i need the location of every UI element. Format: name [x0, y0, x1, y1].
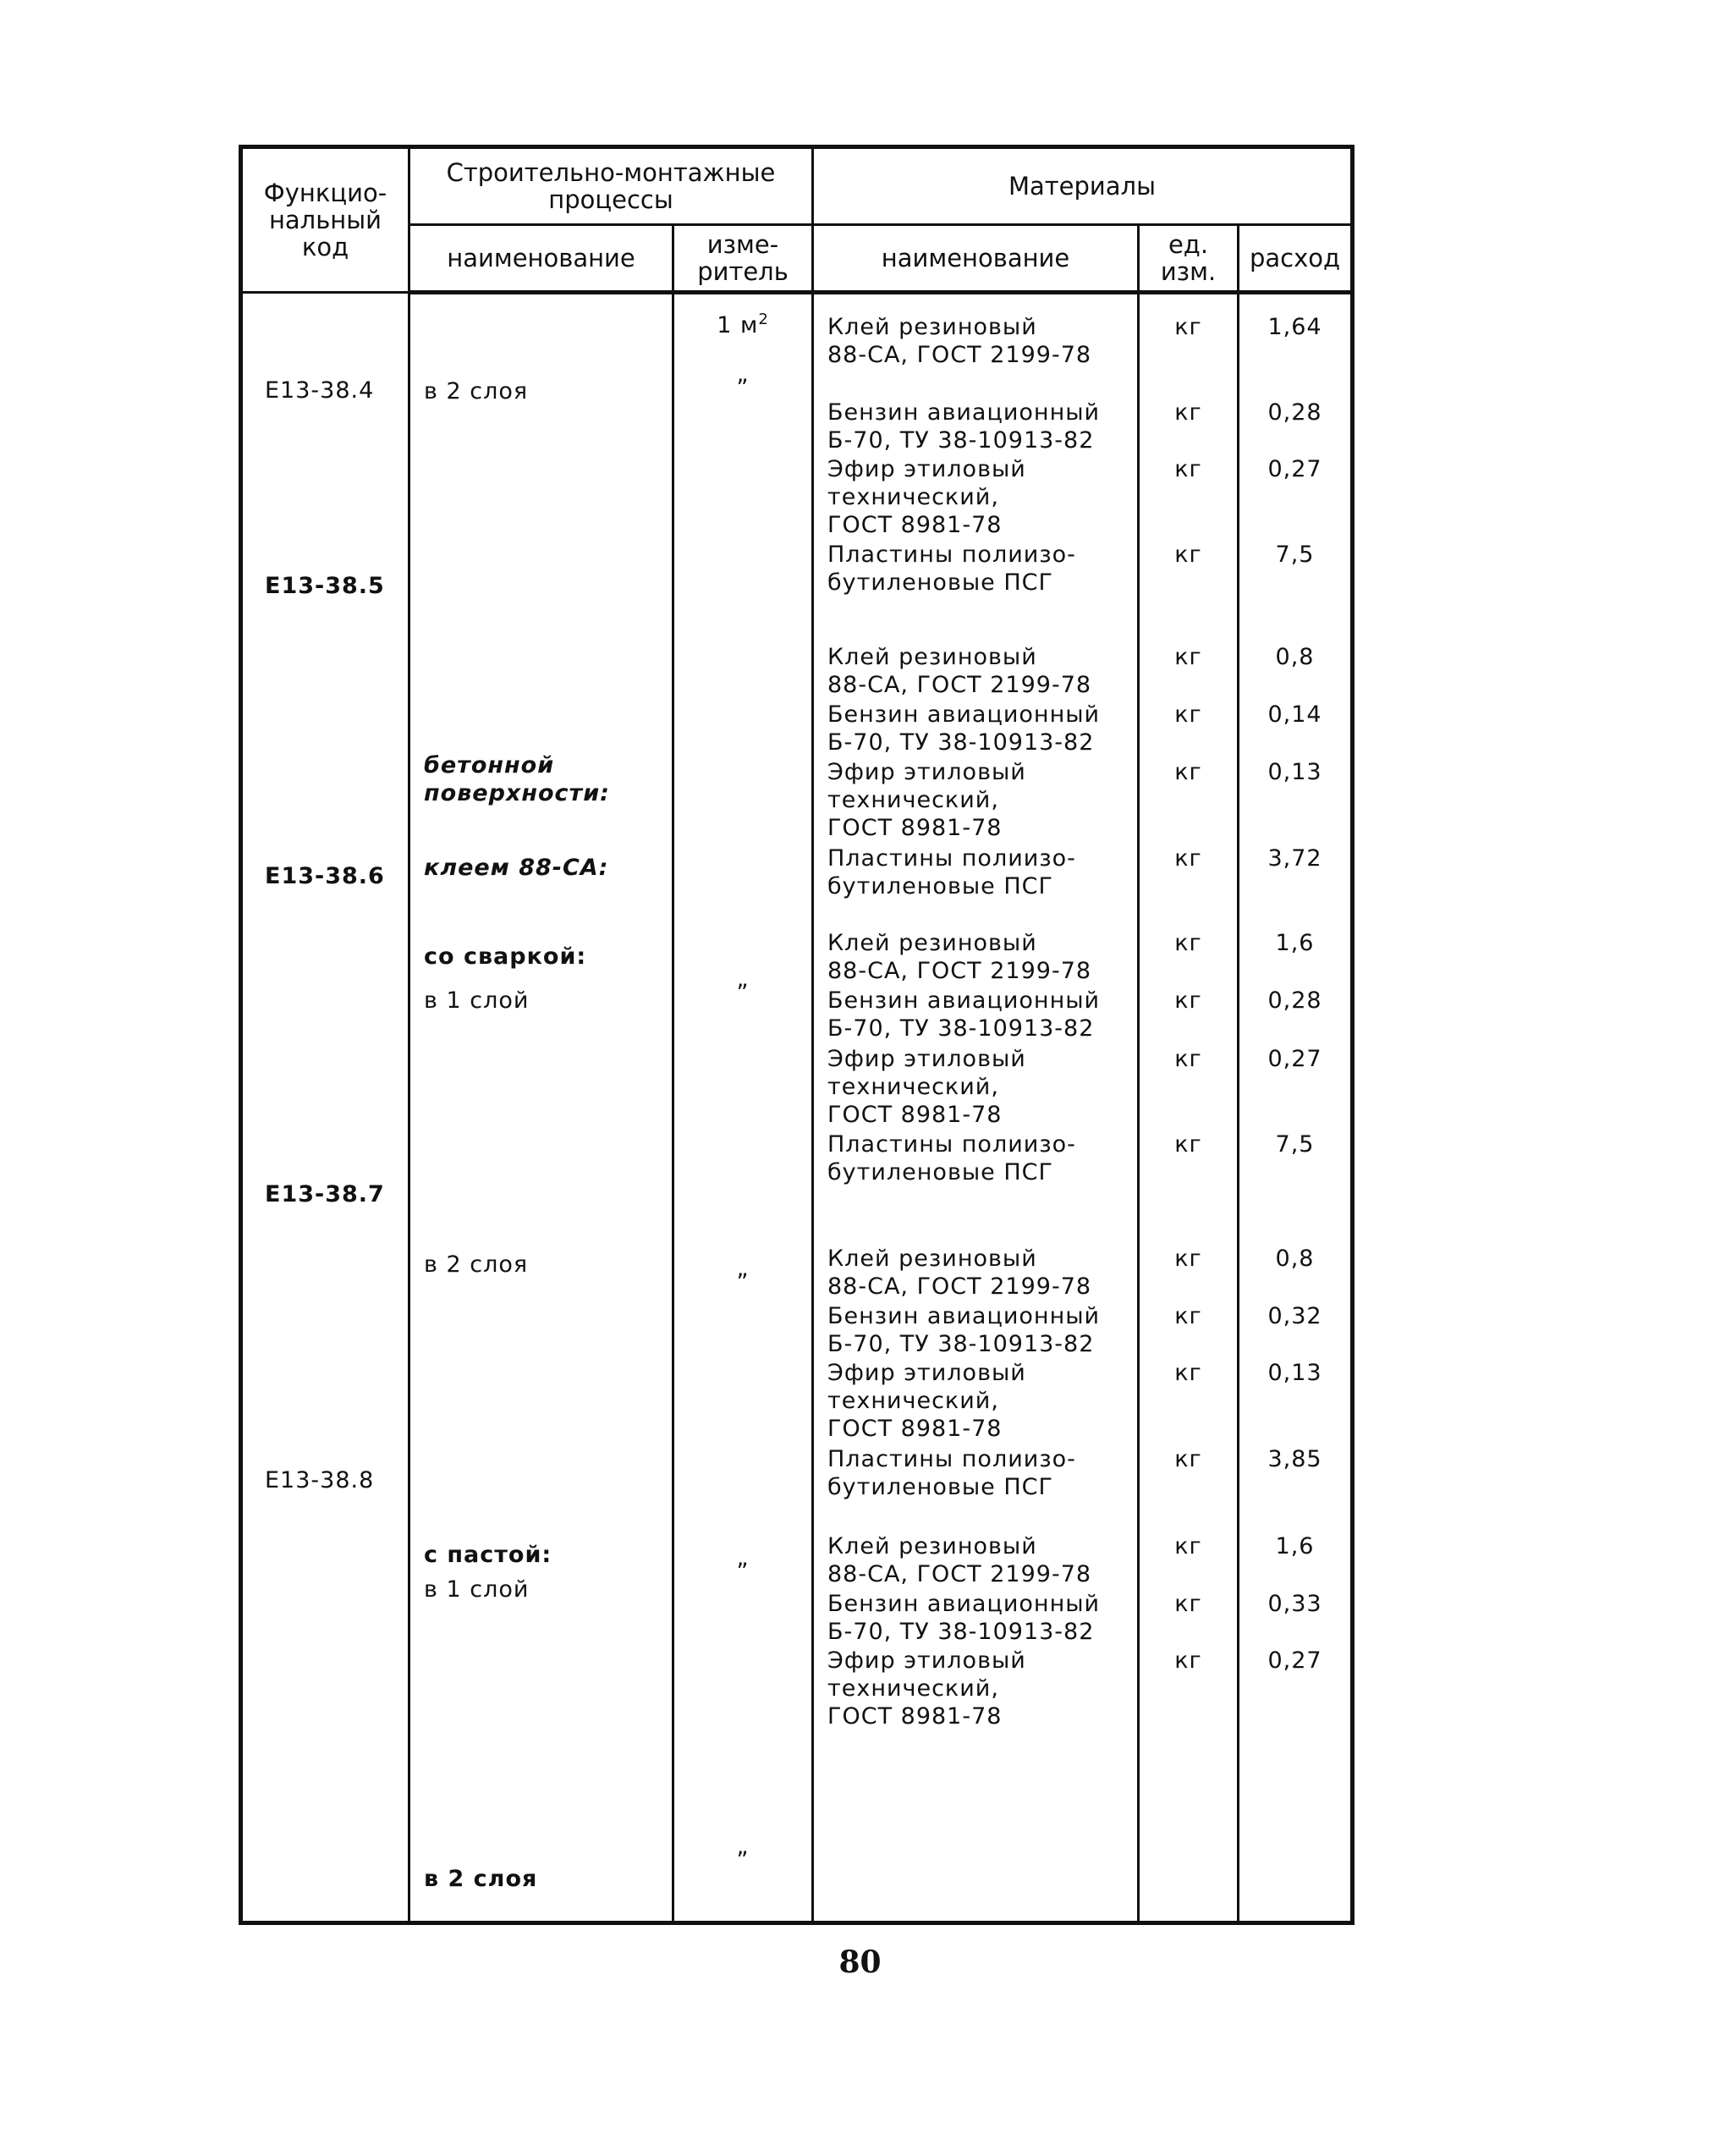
process-name: в 1 слой [424, 987, 530, 1014]
material-unit-column [1139, 293, 1239, 1923]
header-material-unit: ед. изм. [1139, 225, 1239, 293]
material-name: Пластины полиизо- бутиленовые ПСГ [827, 1446, 1076, 1500]
material-amount: 7,5 [1275, 1131, 1315, 1158]
header-process-name: наименование [409, 225, 673, 293]
material-name: Бензин авиационный Б-70, ТУ 38-10913-82 [827, 987, 1101, 1042]
material-name: Бензин авиационный Б-70, ТУ 38-10913-82 [827, 701, 1101, 756]
material-amount: 0,32 [1267, 1303, 1322, 1329]
functional-code: Е13-38.4 [265, 377, 375, 404]
norms-table [239, 145, 1355, 1925]
material-name: Эфир этиловый технический, ГОСТ 8981-78 [827, 1360, 1026, 1442]
material-amount: 0,8 [1275, 644, 1315, 670]
header-functional-code: Функцио- нальный код [241, 147, 409, 293]
process-name: со сваркой: [424, 943, 587, 970]
material-name: Пластины полиизо- бутиленовые ПСГ [827, 542, 1076, 596]
material-amount: 3,72 [1267, 845, 1322, 872]
material-amount: 0,13 [1267, 1360, 1322, 1386]
material-unit: кг [1174, 987, 1202, 1014]
material-unit: кг [1174, 542, 1202, 568]
material-unit: кг [1174, 1246, 1202, 1272]
material-unit: кг [1174, 1131, 1202, 1158]
material-name: Бензин авиационный Б-70, ТУ 38-10913-82 [827, 399, 1101, 454]
material-amount: 7,5 [1275, 542, 1315, 568]
ditto-mark: ” [736, 980, 750, 1006]
material-unit: кг [1174, 1446, 1202, 1472]
material-name-column [813, 293, 1139, 1923]
functional-code: Е13-38.5 [265, 573, 385, 599]
material-amount: 0,27 [1267, 1046, 1322, 1072]
material-amount: 0,28 [1267, 399, 1322, 426]
material-name: Клей резиновый 88-СА, ГОСТ 2199-78 [827, 930, 1092, 984]
process-name-column [409, 293, 673, 1923]
material-unit: кг [1174, 1647, 1202, 1674]
material-unit: кг [1174, 1303, 1202, 1329]
material-name: Пластины полиизо- бутиленовые ПСГ [827, 1131, 1076, 1185]
process-name: бетонной поверхности: [424, 752, 610, 806]
material-amount: 0,13 [1267, 759, 1322, 785]
header-materials-group: Материалы [813, 147, 1353, 225]
process-name: в 2 слоя [424, 1866, 538, 1892]
material-amount: 0,33 [1267, 1591, 1322, 1617]
material-unit: кг [1174, 1046, 1202, 1072]
header-material-name: наименование [813, 225, 1139, 293]
ditto-mark: ” [736, 1847, 750, 1873]
material-amount: 1,64 [1267, 314, 1322, 340]
page-number: 80 [838, 1944, 882, 1980]
code-column [241, 293, 409, 1923]
material-name: Эфир этиловый технический, ГОСТ 8981-78 [827, 759, 1026, 841]
material-name: Бензин авиационный Б-70, ТУ 38-10913-82 [827, 1303, 1101, 1357]
process-name: в 2 слоя [424, 378, 529, 404]
material-unit: кг [1174, 314, 1202, 340]
material-unit: кг [1174, 930, 1202, 956]
material-name: Клей резиновый 88-СА, ГОСТ 2199-78 [827, 1533, 1092, 1587]
material-amount-column [1239, 293, 1353, 1923]
material-unit: кг [1174, 399, 1202, 426]
header-processes-group: Строительно-монтажные процессы [409, 147, 813, 225]
material-unit: кг [1174, 456, 1202, 482]
functional-code: Е13-38.7 [265, 1181, 385, 1207]
material-amount: 0,8 [1275, 1246, 1315, 1272]
material-amount: 0,28 [1267, 987, 1322, 1014]
process-name: в 1 слой [424, 1576, 530, 1603]
material-name: Пластины полиизо- бутиленовые ПСГ [827, 845, 1076, 899]
material-amount: 0,27 [1267, 456, 1322, 482]
ditto-mark: ” [736, 1559, 750, 1585]
material-amount: 3,85 [1267, 1446, 1322, 1472]
material-name: Клей резиновый 88-СА, ГОСТ 2199-78 [827, 1246, 1092, 1300]
material-name: Эфир этиловый технический, ГОСТ 8981-78 [827, 1046, 1026, 1128]
material-unit: кг [1174, 759, 1202, 785]
material-name: Бензин авиационный Б-70, ТУ 38-10913-82 [827, 1591, 1101, 1645]
material-amount: 0,14 [1267, 701, 1322, 728]
material-amount: 1,6 [1275, 930, 1315, 956]
material-unit: кг [1174, 701, 1202, 728]
material-unit: кг [1174, 644, 1202, 670]
table-header [241, 147, 1353, 293]
process-meter-column [673, 293, 813, 1923]
process-name: в 2 слоя [424, 1251, 529, 1278]
material-unit: кг [1174, 1360, 1202, 1386]
table-body [241, 293, 1353, 1923]
material-amount: 0,27 [1267, 1647, 1322, 1674]
table-row [241, 293, 1353, 1923]
material-unit: кг [1174, 1591, 1202, 1617]
ditto-mark: ” [736, 1269, 750, 1295]
material-name: Клей резиновый 88-СА, ГОСТ 2199-78 [827, 644, 1092, 698]
material-amount: 1,6 [1275, 1533, 1315, 1559]
functional-code: Е13-38.8 [265, 1467, 375, 1493]
header-process-meter: изме- ритель [673, 225, 813, 293]
process-name: клеем 88-СА: [424, 855, 609, 881]
material-name: Клей резиновый 88-СА, ГОСТ 2199-78 [827, 314, 1092, 368]
material-unit: кг [1174, 845, 1202, 872]
ditto-mark: ” [736, 375, 750, 401]
material-name: Эфир этиловый технический, ГОСТ 8981-78 [827, 456, 1026, 538]
material-unit: кг [1174, 1533, 1202, 1559]
material-name: Эфир этиловый технический, ГОСТ 8981-78 [827, 1647, 1026, 1730]
header-material-consumption: расход [1239, 225, 1353, 293]
functional-code: Е13-38.6 [265, 863, 385, 889]
process-name: с пастой: [424, 1542, 552, 1568]
meter-first: 1 $м^2$ [717, 311, 769, 338]
